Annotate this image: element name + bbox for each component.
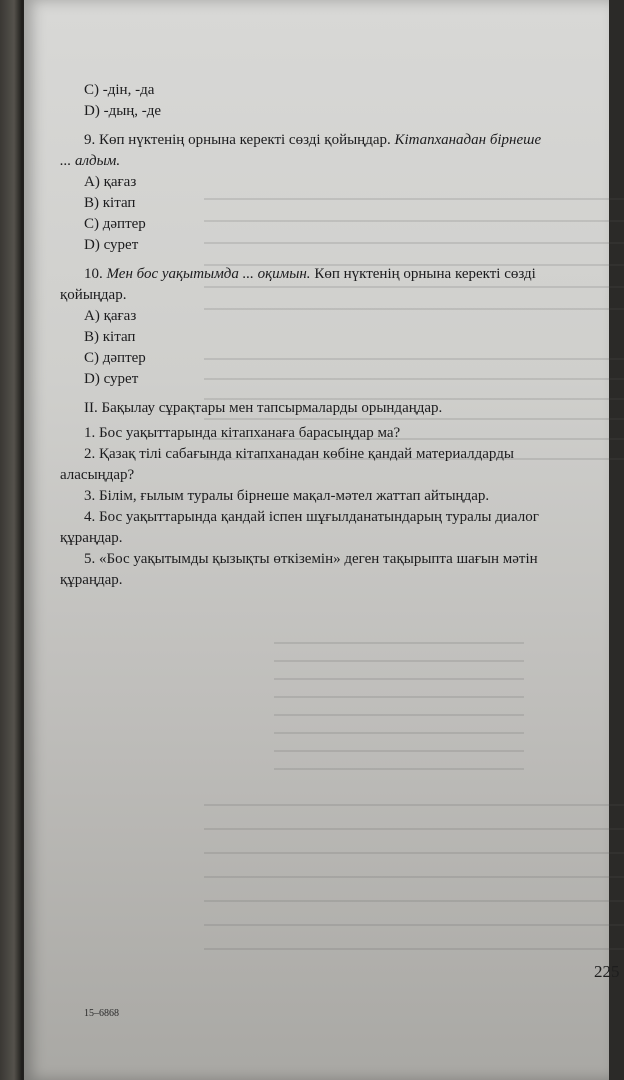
q8-option-d: D) -дың, -де — [84, 103, 162, 119]
task-4-continuation: құраңдар. — [60, 530, 123, 546]
task-5-continuation: құраңдар. — [60, 572, 123, 588]
q10-continuation: қойыңдар. — [60, 287, 127, 303]
q8-option-c: C) -дін, -да — [84, 82, 155, 98]
q10-option-a: A) қағаз — [84, 308, 137, 324]
q10-option-d: D) сурет — [84, 371, 139, 387]
q10-suffix: Көп нүктенің орнына керекті сөзді — [310, 266, 536, 282]
page-number: 225 — [594, 962, 620, 981]
bleed-through-block-bottom — [204, 800, 624, 950]
page-text — [60, 80, 590, 591]
print-code: 15–6868 — [84, 1008, 119, 1019]
q9-option-d: D) сурет — [84, 237, 139, 253]
task-1: 1. Бос уақыттарында кітапханаға барасыңдар ма? — [84, 425, 401, 441]
task-5: 5. «Бос уақытымды қызықты өткіземін» деген тақырыпта шағын мәтін — [84, 551, 538, 567]
q9-option-c: C) дәптер — [84, 216, 146, 232]
task-3: 3. Білім, ғылым туралы бірнеше мақал-мәтел жаттап айтыңдар. — [84, 488, 490, 504]
task-2-continuation: аласыңдар? — [60, 467, 135, 483]
task-2: 2. Қазақ тілі сабағында кітапханадан көбіне қандай материалдарды — [84, 446, 514, 462]
q9-option-a: A) қағаз — [84, 174, 137, 190]
q9-option-b: B) кітап — [84, 195, 136, 211]
q10-question — [60, 264, 590, 285]
q10-italic-sentence: Мен бос уақытымда ... оқимын. — [106, 266, 311, 282]
bleed-through-block-list — [274, 640, 524, 770]
q9-prefix: 9. Көп нүктенің орнына керекті сөзді қойыңдар. — [84, 132, 395, 148]
q10-option-b: B) кітап — [84, 329, 136, 345]
book-page — [24, 0, 620, 1080]
task-4: 4. Бос уақыттарында қандай іспен шұғылданатындарың туралы диалог — [84, 509, 539, 525]
q9-question — [60, 130, 590, 151]
section-2-heading: II. Бақылау сұрақтары мен тапсырмаларды орындаңдар. — [84, 400, 443, 416]
q10-prefix: 10. — [84, 266, 107, 282]
q9-italic-continuation: ... алдым. — [60, 153, 121, 169]
q9-italic-sentence: Кітапханадан бірнеше — [394, 132, 542, 148]
q10-option-c: C) дәптер — [84, 350, 146, 366]
